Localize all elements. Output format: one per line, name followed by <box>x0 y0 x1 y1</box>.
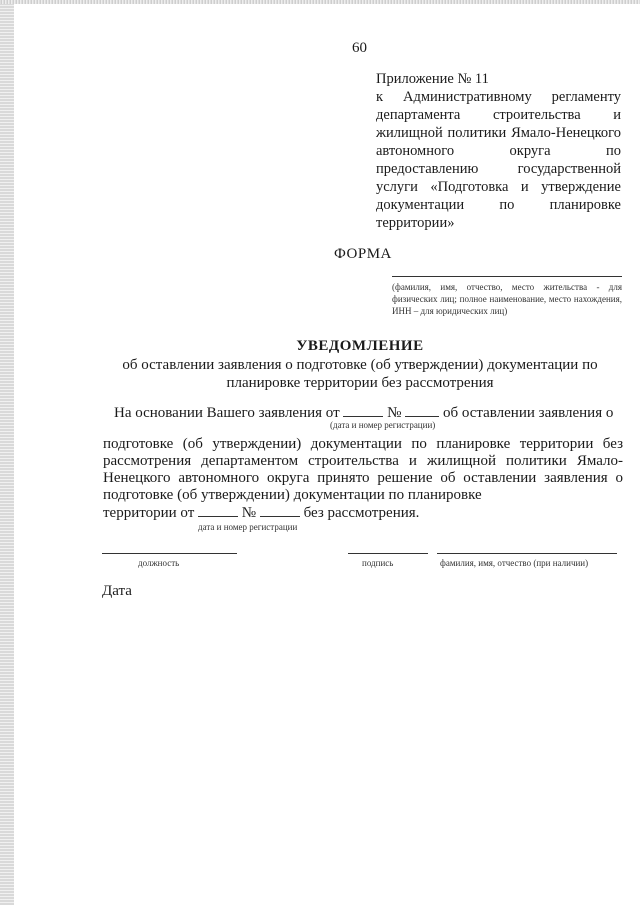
signature-caption: подпись <box>362 558 394 568</box>
date-label: Дата <box>102 583 132 599</box>
number-blank <box>405 404 439 417</box>
body-main-text: подготовке (об утверждении) документации по планировке территории без рассмотрения департаментом строительства и жилищной политики Ямало-Ненецкого автономного округа принято решение об оставлении заявления о подготовке (об утверждении) документации по планировке <box>103 436 623 503</box>
number-blank-2 <box>260 504 300 517</box>
date-blank <box>343 404 383 417</box>
body-last-text: территории от <box>103 505 195 521</box>
appendix-header <box>376 70 621 232</box>
applicant-line <box>392 276 622 277</box>
form-label: ФОРМА <box>334 246 392 262</box>
name-caption: фамилия, имя, отчество (при наличии) <box>440 558 589 568</box>
scan-top-artifact <box>0 0 640 4</box>
body-first-text: На основании Вашего заявления от <box>114 405 340 421</box>
number-sign: № <box>387 405 402 421</box>
registration-caption-2: дата и номер регистрации <box>198 522 298 532</box>
body-last-line <box>103 504 419 522</box>
signature-line <box>348 553 428 554</box>
registration-caption: (дата и номер регистрации) <box>330 420 436 430</box>
appendix-reference: к Административному регламенту департамента строительства и жилищной политики Ямало-Ненецкого автономного округа по предоставлению государственной услуги «Подготовка и утверждение документации по планировке территории» <box>376 89 621 231</box>
document-subtitle: об оставлении заявления о подготовке (об утверждении) документации по планировке территории без рассмотрения <box>122 357 598 391</box>
name-line <box>437 553 617 554</box>
appendix-title: Приложение № 11 <box>376 71 489 87</box>
position-line <box>102 553 237 554</box>
applicant-block <box>392 276 622 317</box>
page-number: 60 <box>352 40 367 56</box>
body-last-ending: без рассмотрения. <box>303 505 420 521</box>
date-blank-2 <box>198 504 238 517</box>
position-caption: должность <box>138 558 180 568</box>
applicant-caption: (фамилия, имя, отчество, место жительства - для физических лиц; полное наименование, место нахождения, ИНН – для юридических лиц) <box>392 282 622 316</box>
document-title: УВЕДОМЛЕНИЕ <box>296 338 424 354</box>
number-sign-2: № <box>241 505 257 521</box>
body-first-continuation: об оставлении заявления о <box>442 405 614 421</box>
scan-edge-artifact <box>0 0 14 905</box>
